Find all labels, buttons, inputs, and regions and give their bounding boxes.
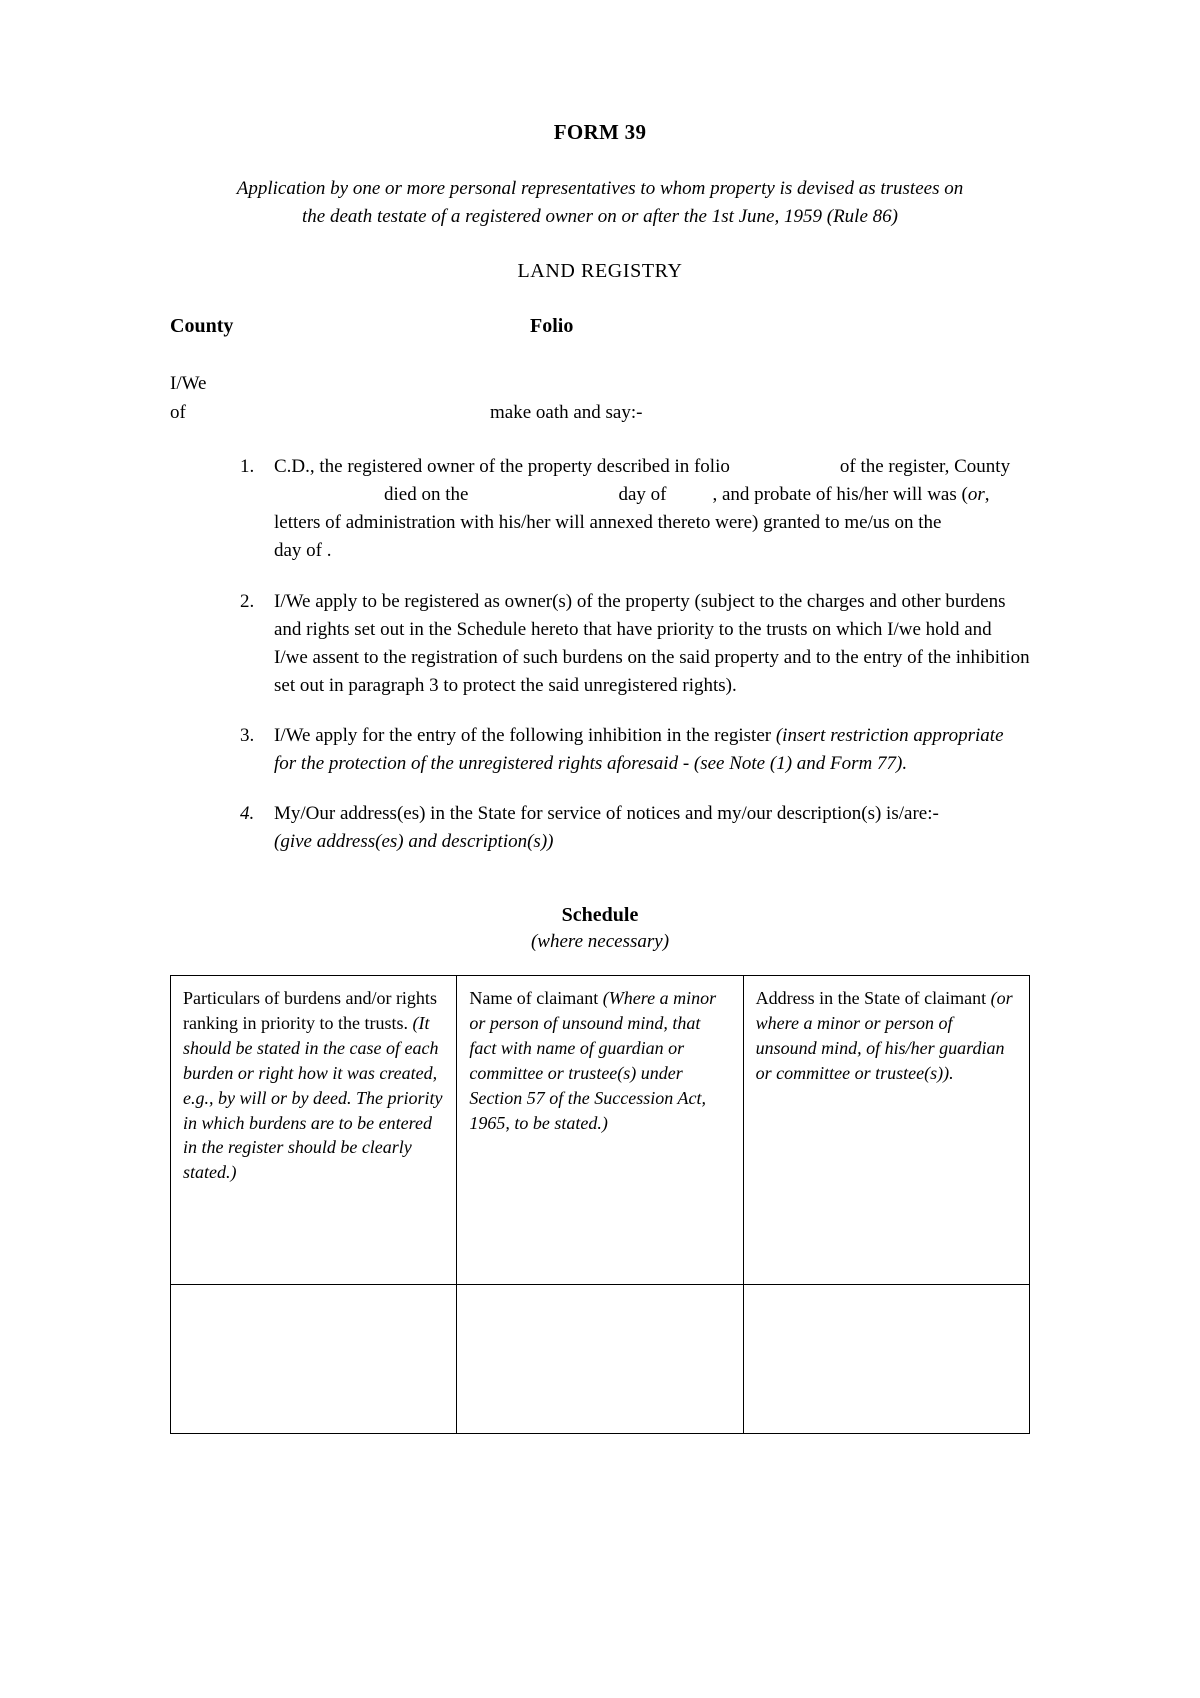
column-heading-note: (or where a minor or person of unsound mind, of his/her guardian or committee or trustee(s)). [755,988,1013,1083]
table-cell-claimant-address [743,976,1029,1285]
column-heading-note: (Where a minor or person of unsound mind, that fact with name of guardian or committee or trustee(s) under Section 57 of the Succession Act, 1965, to be stated.) [469,988,717,1133]
item-text-part: day of . [274,540,332,562]
item-text: I/We apply to be registered as owner(s) of the property (subject to the charges and other burdens and rights set out in the Schedule hereto that have priority to the trusts on which I/we hold and I/we assent to the registration of such burdens on the said property and to the entry of the inhibition set out in paragraph 3 to protect the said unregistered rights). [274,590,1030,696]
table-row [171,976,1030,1285]
of-line [170,399,1030,428]
list-item [240,588,1030,700]
of-label: of [170,401,186,423]
land-registry-heading: LAND REGISTRY [517,260,683,283]
item-text-part-italic: or [967,484,985,506]
column-heading-note: (It should be stated in the case of each burden or right how it was created, e.g., by will or by deed. The priority in which burdens are to be entered in the register should be clearly stated.) [183,1013,443,1183]
item-text-part: died on the [384,484,469,506]
item-text-part: My/Our address(es) in the State for service of notices and my/our description(s) is/are:- [274,803,939,825]
schedule-table [170,975,1030,1434]
list-item [240,722,1030,778]
declarant-block [170,370,1030,427]
item-text-part: of the register, County [839,456,1011,478]
item-text-part: , and probate of his/her will was ( [712,484,968,506]
column-heading-text: Name of claimant [469,988,599,1009]
table-row [171,1285,1030,1434]
table-cell-blank[interactable] [457,1285,743,1434]
item-number: 1. [240,456,255,478]
column-heading-text: Address in the State of claimant [755,988,987,1009]
table-cell-claimant-name [457,976,743,1285]
table-cell-blank[interactable] [743,1285,1029,1434]
item-text-part: C.D., the registered owner of the property described in folio [274,456,730,478]
numbered-items-list [170,453,1030,856]
list-item [240,453,1030,565]
iwe-label: I/We [170,373,207,395]
county-folio-row [170,315,1030,338]
folio-label: Folio [530,315,574,338]
item-text-part: day of [618,484,667,506]
item-text-part: I/We apply for the entry of the following inhibition in the register [274,724,772,746]
item-text-part-italic: (give address(es) and description(s)) [274,831,554,853]
table-cell-particulars [171,976,457,1285]
county-label: County [170,315,234,338]
item-text [274,803,939,852]
document-subtitle: Application by one or more personal representatives to whom property is devised as trustees on the death testate of a registered owner on or after the 1st June, 1959 (Rule 86) [236,178,964,227]
schedule-title: Schedule [561,904,639,927]
item-text-part-italic: (insert restriction appropriate for the protection of the unregistered rights aforesaid - (see Note (1) and Form 77). [274,724,1004,775]
list-item [240,800,1030,856]
item-number: 3. [240,724,255,746]
item-number: 4. [240,803,255,825]
item-text [274,725,1004,774]
item-text-part: , letters of administration with his/her will annexed thereto were) granted to me/us on the [274,484,990,534]
table-cell-blank[interactable] [171,1285,457,1434]
item-number: 2. [240,590,255,612]
page-title: FORM 39 [553,120,647,144]
oath-text: make oath and say:- [490,401,643,423]
column-heading-text: Particulars of burdens and/or rights ranking in priority to the trusts. [183,988,437,1034]
item-text [274,456,1021,561]
schedule-subtitle: (where necessary) [530,931,670,953]
